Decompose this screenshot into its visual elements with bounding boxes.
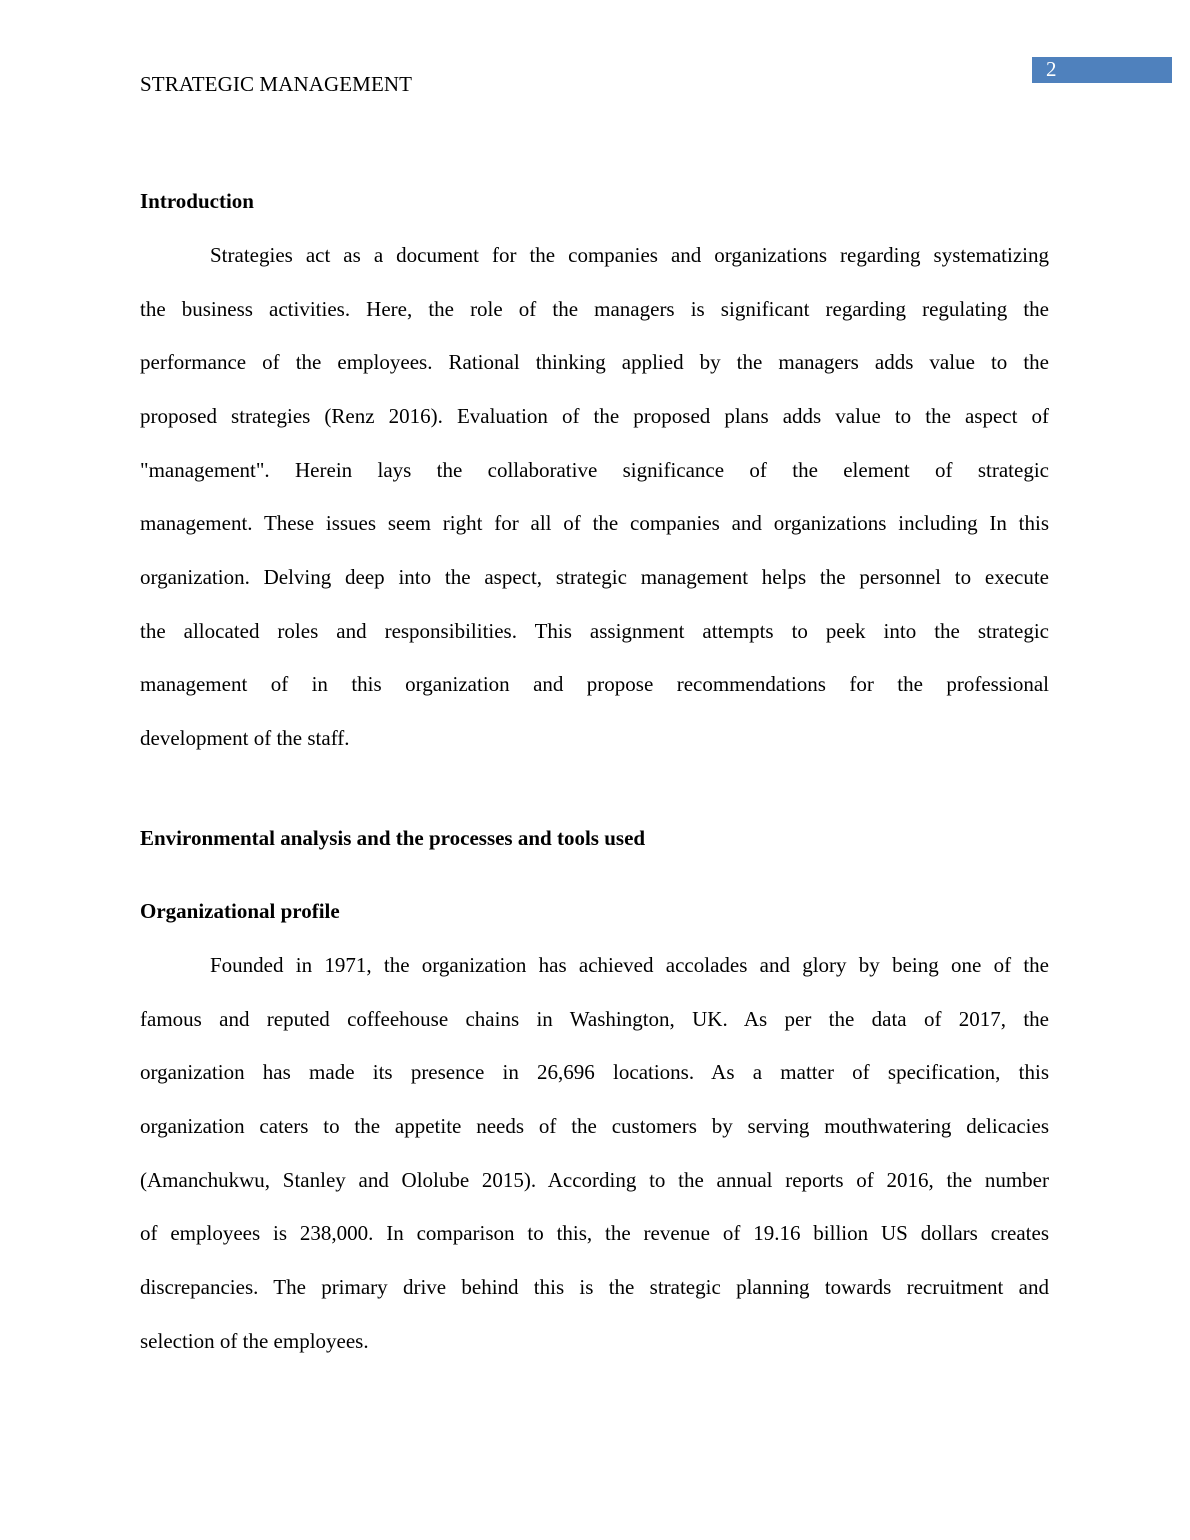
page-number-badge	[1032, 57, 1172, 83]
paragraph-line: Founded in 1971, the organization has achieved accolades and glory by being one of the	[210, 953, 1049, 977]
paragraph-line: management. These issues seem right for all of the companies and organizations including In this	[140, 511, 1049, 536]
paragraph-line: development of the staff.	[140, 725, 350, 750]
paragraph-line: management of in this organization and propose recommendations for the professional	[140, 672, 1049, 697]
paragraph-line: Strategies act as a document for the companies and organizations regarding systematizing	[210, 243, 1049, 267]
paragraph-line: proposed strategies (Renz 2016). Evaluation of the proposed plans adds value to the aspect of	[140, 403, 1049, 428]
paragraph-line: organization caters to the appetite needs of the customers by serving mouthwatering delicacies	[140, 1113, 1049, 1138]
page-number: 2	[1046, 57, 1057, 81]
paragraph-line: famous and reputed coffeehouse chains in Washington, UK. As per the data of 2017, the	[140, 1006, 1049, 1031]
paragraph-line: (Amanchukwu, Stanley and Ololube 2015). According to the annual reports of 2016, the number	[140, 1167, 1049, 1192]
environmental-analysis-heading: Environmental analysis and the processes and tools used	[140, 826, 646, 850]
paragraph-line: the allocated roles and responsibilities. This assignment attempts to peek into the strategic	[140, 618, 1049, 643]
running-head: STRATEGIC MANAGEMENT	[140, 72, 413, 96]
paragraph-line: discrepancies. The primary drive behind this is the strategic planning towards recruitment and	[140, 1274, 1049, 1299]
introduction-paragraph	[140, 241, 1049, 778]
paragraph-line: selection of the employees.	[140, 1328, 369, 1353]
organizational-profile-heading: Organizational profile	[140, 899, 340, 923]
paragraph-line: organization. Delving deep into the aspect, strategic management helps the personnel to execute	[140, 564, 1049, 589]
paragraph-line: the business activities. Here, the role of the managers is significant regarding regulating the	[140, 296, 1049, 321]
paragraph-line: "management". Herein lays the collaborative significance of the element of strategic	[140, 457, 1049, 482]
paragraph-line: organization has made its presence in 26,696 locations. As a matter of specification, this	[140, 1060, 1049, 1085]
paragraph-line: performance of the employees. Rational thinking applied by the managers adds value to the	[140, 350, 1049, 375]
introduction-heading: Introduction	[140, 189, 254, 213]
organizational-profile-paragraph	[140, 951, 1049, 1380]
paragraph-line: of employees is 238,000. In comparison to this, the revenue of 19.16 billion US dollars creates	[140, 1221, 1049, 1246]
